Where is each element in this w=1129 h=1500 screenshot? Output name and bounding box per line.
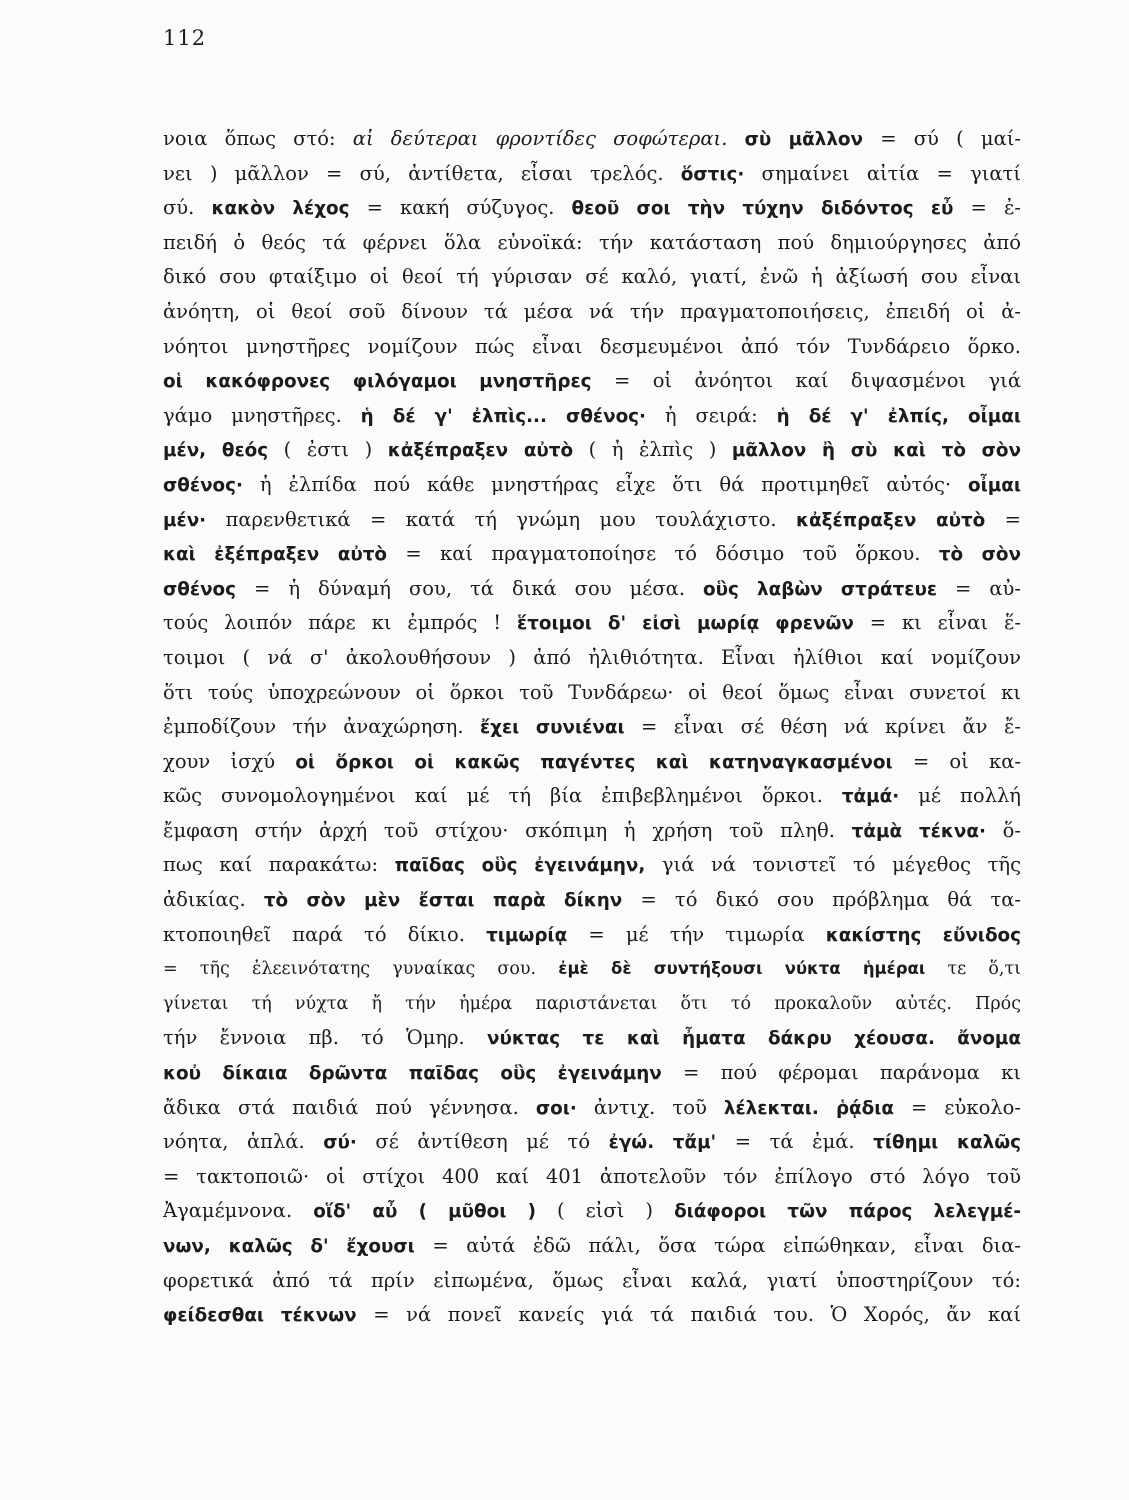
text-run: = οἱ κα- [892, 749, 1021, 773]
bold-term: οὓς λαβὼν στράτευε [703, 578, 938, 600]
text-run: γίνεται τή νύχτα ἤ τήν ἡμέρα παριστάνεται ὅτι τό προκαλοῦν αὐτές. Πρός [163, 993, 1021, 1014]
text-line [163, 537, 1021, 572]
text-run: ἀντιχ. τοῦ [576, 1095, 724, 1119]
text-line [163, 952, 1021, 987]
bold-term: οἵδ' αὖ ( μῦθοι ) [313, 1201, 536, 1223]
bold-term: τἀμὰ τέκνα· [851, 820, 986, 842]
bold-term: μέν, θεός [163, 440, 269, 462]
bold-term: τὸ σὸν [938, 544, 1021, 566]
bold-term: ἄνομα [957, 1028, 1021, 1050]
bold-term: φείδεσθαι τέκνων [163, 1305, 357, 1327]
text-line [163, 745, 1021, 780]
bold-term: τἄμ' [672, 1132, 717, 1154]
text-line [163, 606, 1021, 641]
text-run: = ἐ- [953, 196, 1021, 220]
text-run: μέ πολλή [899, 784, 1021, 808]
text-run: νόητα, ἁπλά. [163, 1130, 324, 1154]
text-run: φορετικά ἀπό τά πρίν εἰπωμένα, ὅμως εἶναι καλά, γιατί ὑποστηρίζουν τό: [163, 1268, 1021, 1292]
text-line [163, 330, 1021, 365]
text-run: = νά πονεῖ κανείς γιά τά παιδιά του. Ὁ Χορός, ἄν καί [356, 1303, 1021, 1327]
italic-quote: αἱ δεύτεραι φροντίδες σοφώτεραι. [352, 127, 728, 150]
bold-term: θεοῦ σοι τὴν τύχην διδόντος εὖ [571, 198, 954, 220]
text-line [163, 1091, 1021, 1126]
text-run: ὅ- [985, 818, 1021, 842]
text-run: = τό δικό σου πρόβλημα θά τα- [622, 888, 1021, 912]
text-run: σέ ἀντίθεση μέ τό [356, 1130, 609, 1154]
bold-term: σὺ μᾶλλον [744, 129, 863, 150]
text-run: κτοποιηθεῖ παρά τό δίκιο. [163, 922, 487, 946]
text-run [654, 1130, 673, 1153]
bold-term: κἀξέπραξεν αὐτὸ [796, 509, 986, 531]
text-line [163, 883, 1021, 918]
text-run: χουν ἰσχύ [163, 749, 296, 773]
text-run: πως καί παρακάτω: [163, 853, 395, 877]
bold-term: παῖδας οὓς ἐγεινάμην, [394, 855, 646, 877]
text-line [163, 1229, 1021, 1264]
text-run: = κι εἶναι ἕ- [853, 611, 1021, 635]
text-line [163, 260, 1021, 295]
text-run: ἄδικα στά παιδιά πού γέννησα. [163, 1095, 536, 1119]
text-run: τοιμοι ( νά σ' ἀκολουθήσουν ) ἀπό ἠλιθιότητα. Εἶναι ἠλίθιοι καί νομίζουν [163, 645, 1021, 669]
text-run: ἐμποδίζουν τήν ἀναχώρηση. [163, 715, 480, 739]
bold-term: μέν· [163, 509, 207, 531]
text-line [163, 848, 1021, 883]
text-run: ( ἡ ἐλπὶς ) [573, 438, 732, 462]
text-run: κῶς συνομολογημένοι καί μέ τή βία ἐπιβεβλημένοι ὅρκοι. [163, 784, 842, 808]
text-run: τήν ἔννοια πβ. τό Ὁμηρ. [163, 1026, 488, 1050]
text-run: ἔμφαση στήν ἀρχή τοῦ στίχου· σκόπιμη ἡ χρήση τοῦ πληθ. [163, 818, 852, 842]
text-run: Ἀγαμέμνονα. [163, 1199, 314, 1223]
text-run: = εἶναι σέ θέση νά κρίνει ἄν ἔ- [624, 715, 1021, 739]
bold-term: λέλεκται. [723, 1097, 819, 1119]
text-line [163, 710, 1021, 745]
text-line [163, 918, 1021, 953]
text-run: ἡ σειρά: [646, 403, 777, 427]
bold-term: ῥᾴδια [835, 1097, 894, 1119]
text-run: νει ) μᾶλλον = σύ, ἀντίθετα, εἶσαι τρελός. [163, 161, 681, 185]
text-run: ὅτι τούς ὑποχρεώνουν οἱ ὅρκοι τοῦ Τυνδάρεω· οἱ θεοί ὅμως εἶναι συνετοί κι [163, 680, 1021, 704]
bold-term: οἱ κακόφρονες φιλόγαμοι μνηστῆρες [163, 371, 592, 393]
text-run: = εὐκολο- [893, 1095, 1021, 1119]
text-run: = ἡ δύναμή σου, τά δικά σου μέσα. [236, 576, 704, 600]
text-run: γάμο μνηστῆρες. [163, 403, 361, 427]
text-run: ἀνόητη, οἱ θεοί σοῦ δίνουν τά μέσα νά τήν πραγματοποιήσεις, ἐπειδή οἱ ἀ- [163, 299, 1021, 323]
text-run [819, 1096, 836, 1119]
bold-term: σοι· [535, 1097, 577, 1119]
text-run: = τῆς ἐλεεινότατης γυναίκας σου. [163, 959, 559, 980]
text-line [163, 572, 1021, 607]
text-line [163, 433, 1021, 468]
bold-term: καὶ ἐξέπραξεν αὐτὸ [163, 544, 388, 566]
text-line [163, 1021, 1021, 1056]
text-run [727, 127, 744, 150]
bold-term: σθένος· [163, 474, 243, 496]
text-run: ( εἰσὶ ) [535, 1199, 675, 1223]
text-run: νόητοι μνηστῆρες νομίζουν πώς εἶναι δεσμευμένοι ἀπό τόν Τυνδάρειο ὅρκο. [163, 334, 1021, 358]
bold-term: τίθημι καλῶς [873, 1132, 1021, 1154]
page-number: 112 [163, 26, 207, 50]
text-run: = αὐ- [937, 576, 1021, 600]
text-line [163, 295, 1021, 330]
bold-term: κοὐ δίκαια δρῶντα παῖδας οὓς ἐγεινάμην [163, 1063, 662, 1085]
bold-term: ὅστις· [680, 163, 745, 185]
text-run: = οἱ ἀνόητοι καί διψασμένοι γιά [591, 369, 1021, 393]
text-line [163, 122, 1021, 157]
bold-term: σύ· [323, 1132, 357, 1154]
text-line [163, 157, 1021, 192]
bold-term: ἡ δέ γ' ἐλπίς, οἶμαι [776, 405, 1021, 427]
bold-term: κακὸν λέχος [211, 198, 350, 220]
text-line [163, 676, 1021, 711]
text-run: = τά ἐμά. [716, 1130, 874, 1154]
text-line [163, 987, 1021, 1022]
text-run: = πού φέρομαι παράνομα κι [661, 1061, 1021, 1085]
text-line [163, 399, 1021, 434]
bold-term: νων, καλῶς δ' ἔχουσι [163, 1236, 415, 1257]
text-run: ( ἐστι ) [268, 438, 388, 462]
text-run: = αὐτά ἐδῶ πάλι, ὅσα τώρα εἰπώθηκαν, εἶναι δια- [414, 1234, 1021, 1257]
bold-term: τὸ σὸν μὲν ἔσται παρὰ δίκην [263, 890, 623, 912]
bold-term: μᾶλλον ἢ σὺ καὶ τὸ σὸν [731, 440, 1021, 462]
text-run: = μέ τήν τιμωρία [567, 922, 826, 946]
text-line [163, 779, 1021, 814]
text-line [163, 1298, 1021, 1333]
bold-term: νύκτας τε καὶ ἦματα δάκρυ χέουσα. [487, 1028, 935, 1050]
text-line [163, 1125, 1021, 1160]
bold-term: οἶμαι [968, 474, 1021, 496]
text-line [163, 814, 1021, 849]
bold-term: κἀξέπραξεν αὐτὸ [387, 440, 574, 462]
text-run: σύ. [163, 196, 212, 220]
bold-term: τἀμά· [841, 786, 900, 808]
text-line [163, 191, 1021, 226]
text-run: δικό σου φταίξιμο οἱ θεοί τή γύρισαν σέ καλό, γιατί, ἐνῶ ἡ ἀξίωσή σου εἶναι [163, 265, 1021, 289]
text-line [163, 226, 1021, 261]
text-run: τούς λοιπόν πάρε κι ἐμπρός ! [163, 611, 517, 635]
bold-term: ἔχει συνιέναι [479, 717, 625, 739]
text-line [163, 503, 1021, 538]
bold-term: διάφοροι τῶν πάρος λελεγμέ- [674, 1201, 1021, 1223]
text-run: = κακή σύζυγος. [349, 196, 572, 220]
text-run: τε ὅ,τι [925, 959, 1021, 980]
text-line [163, 1056, 1021, 1091]
bold-term: ἐμὲ δὲ συντήξουσι νύκτα ἡμέραι [558, 959, 926, 979]
text-run: γιά νά τονιστεῖ τό μέγεθος τῆς [645, 853, 1021, 877]
text-line [163, 1194, 1021, 1229]
text-line [163, 641, 1021, 676]
text-line [163, 364, 1021, 399]
text-line [163, 468, 1021, 503]
text-run: ἀδικίας. [163, 888, 264, 912]
bold-term: οἱ ὅρκοι οἱ κακῶς παγέντες καὶ κατηναγκασμένοι [295, 751, 893, 773]
text-line [163, 1264, 1021, 1299]
text-run: = σύ ( μαί- [863, 127, 1021, 150]
bold-term: σθένος [163, 578, 237, 600]
bold-term: ἕτοιμοι δ' εἰσὶ μωρίᾳ φρενῶν [517, 613, 854, 635]
bold-term: ἡ δέ γ' ἐλπὶς... σθένος· [360, 405, 647, 427]
text-run: = καί πραγματοποίησε τό δόσιμο τοῦ ὅρκου. [387, 542, 939, 566]
text-line [163, 1160, 1021, 1195]
text-run: = [985, 507, 1021, 531]
bold-term: κακίστης εὔνιδος [825, 924, 1021, 946]
bold-term: ἐγώ. [608, 1132, 655, 1154]
text-run: πειδή ὁ θεός τά φέρνει ὅλα εὐνοϊκά: τήν κατάσταση πού δημιούργησες ἀπό [163, 230, 1021, 254]
text-run: = τακτοποιῶ· οἱ στίχοι 400 καί 401 ἀποτελοῦν τόν ἐπίλογο στό λόγο τοῦ [163, 1164, 1021, 1188]
bold-term: τιμωρίᾳ [486, 924, 568, 946]
text-run: παρενθετικά = κατά τή γνώμη μου τουλάχιστο. [206, 507, 797, 531]
commentary-text [163, 122, 1021, 1333]
text-run [935, 1026, 957, 1049]
text-run: νοια ὅπως στό: [163, 127, 353, 150]
text-run: ἡ ἐλπίδα πού κάθε μνηστήρας εἶχε ὅτι θά προτιμηθεῖ αὐτός· [242, 472, 969, 496]
text-run: σημαίνει αἰτία = γιατί [744, 161, 1021, 185]
